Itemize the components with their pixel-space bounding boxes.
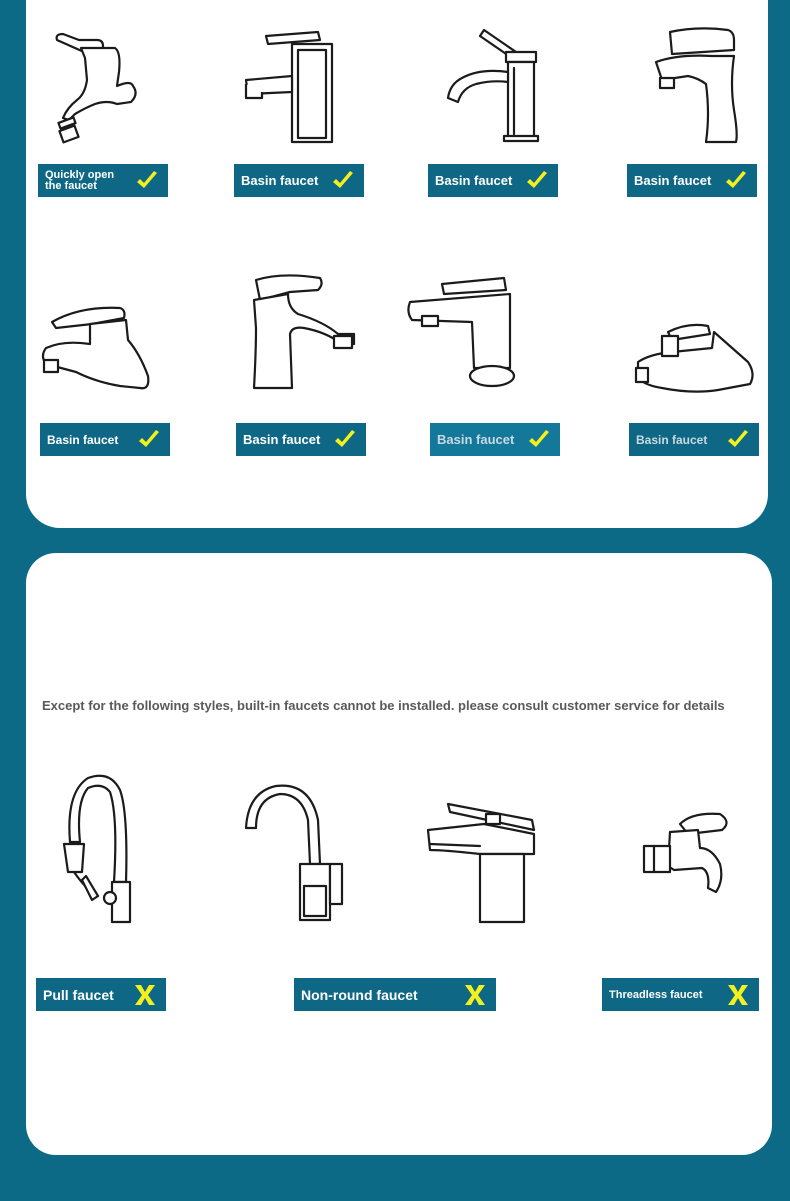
round-basin-faucet-icon xyxy=(440,22,550,148)
curved-basin-faucet-icon xyxy=(648,24,758,148)
tag-label: Basin faucet xyxy=(47,432,119,447)
bath-mixer-faucet-icon xyxy=(632,318,758,398)
tag-label: Basin faucet xyxy=(435,173,513,188)
compatible-tag-2 xyxy=(234,164,364,197)
check-icon xyxy=(330,169,356,193)
compatible-tag-1 xyxy=(38,164,168,197)
wall-tap-icon xyxy=(45,28,145,148)
waterfall-faucet-icon xyxy=(424,798,540,924)
tag-label: Basin faucet xyxy=(243,432,321,447)
install-notice: Except for the following styles, built-in faucets cannot be installed. please consult customer service for details xyxy=(42,698,725,713)
tag-label: Pull faucet xyxy=(43,986,114,1003)
incompatible-tag-1 xyxy=(36,978,166,1011)
incompatible-tag-3 xyxy=(602,978,759,1011)
check-icon xyxy=(524,169,550,193)
compatible-tag-7 xyxy=(430,423,560,456)
tag-label: Threadless faucet xyxy=(609,988,703,1001)
tag-label: Basin faucet xyxy=(636,432,708,447)
x-icon xyxy=(725,983,751,1007)
tag-label: Quickly open the faucet xyxy=(45,168,115,192)
check-icon xyxy=(526,428,552,452)
deck-mixer-faucet-icon xyxy=(36,300,156,396)
check-icon xyxy=(332,428,358,452)
check-icon xyxy=(134,169,160,193)
gooseneck-square-faucet-icon xyxy=(240,780,350,924)
x-icon xyxy=(462,983,488,1007)
check-icon xyxy=(723,169,749,193)
compatible-tag-5 xyxy=(40,423,170,456)
pull-out-faucet-icon xyxy=(58,772,138,924)
compatible-tag-8 xyxy=(629,423,759,456)
incompatible-tag-2 xyxy=(294,978,496,1011)
tag-label: Basin faucet xyxy=(634,173,712,188)
compatible-tag-3 xyxy=(428,164,558,197)
threadless-tap-icon xyxy=(640,808,740,898)
check-icon xyxy=(725,428,751,452)
arched-basin-faucet-icon xyxy=(242,272,360,394)
square-basin-faucet-icon xyxy=(240,28,360,148)
x-icon xyxy=(132,983,158,1007)
tag-label: Basin faucet xyxy=(241,173,319,188)
tag-label: Non-round faucet xyxy=(301,986,418,1003)
compatible-tag-4 xyxy=(627,164,757,197)
tag-label: Basin faucet xyxy=(437,432,515,447)
flat-spout-faucet-icon xyxy=(404,272,526,396)
compatible-tag-6 xyxy=(236,423,366,456)
check-icon xyxy=(136,428,162,452)
